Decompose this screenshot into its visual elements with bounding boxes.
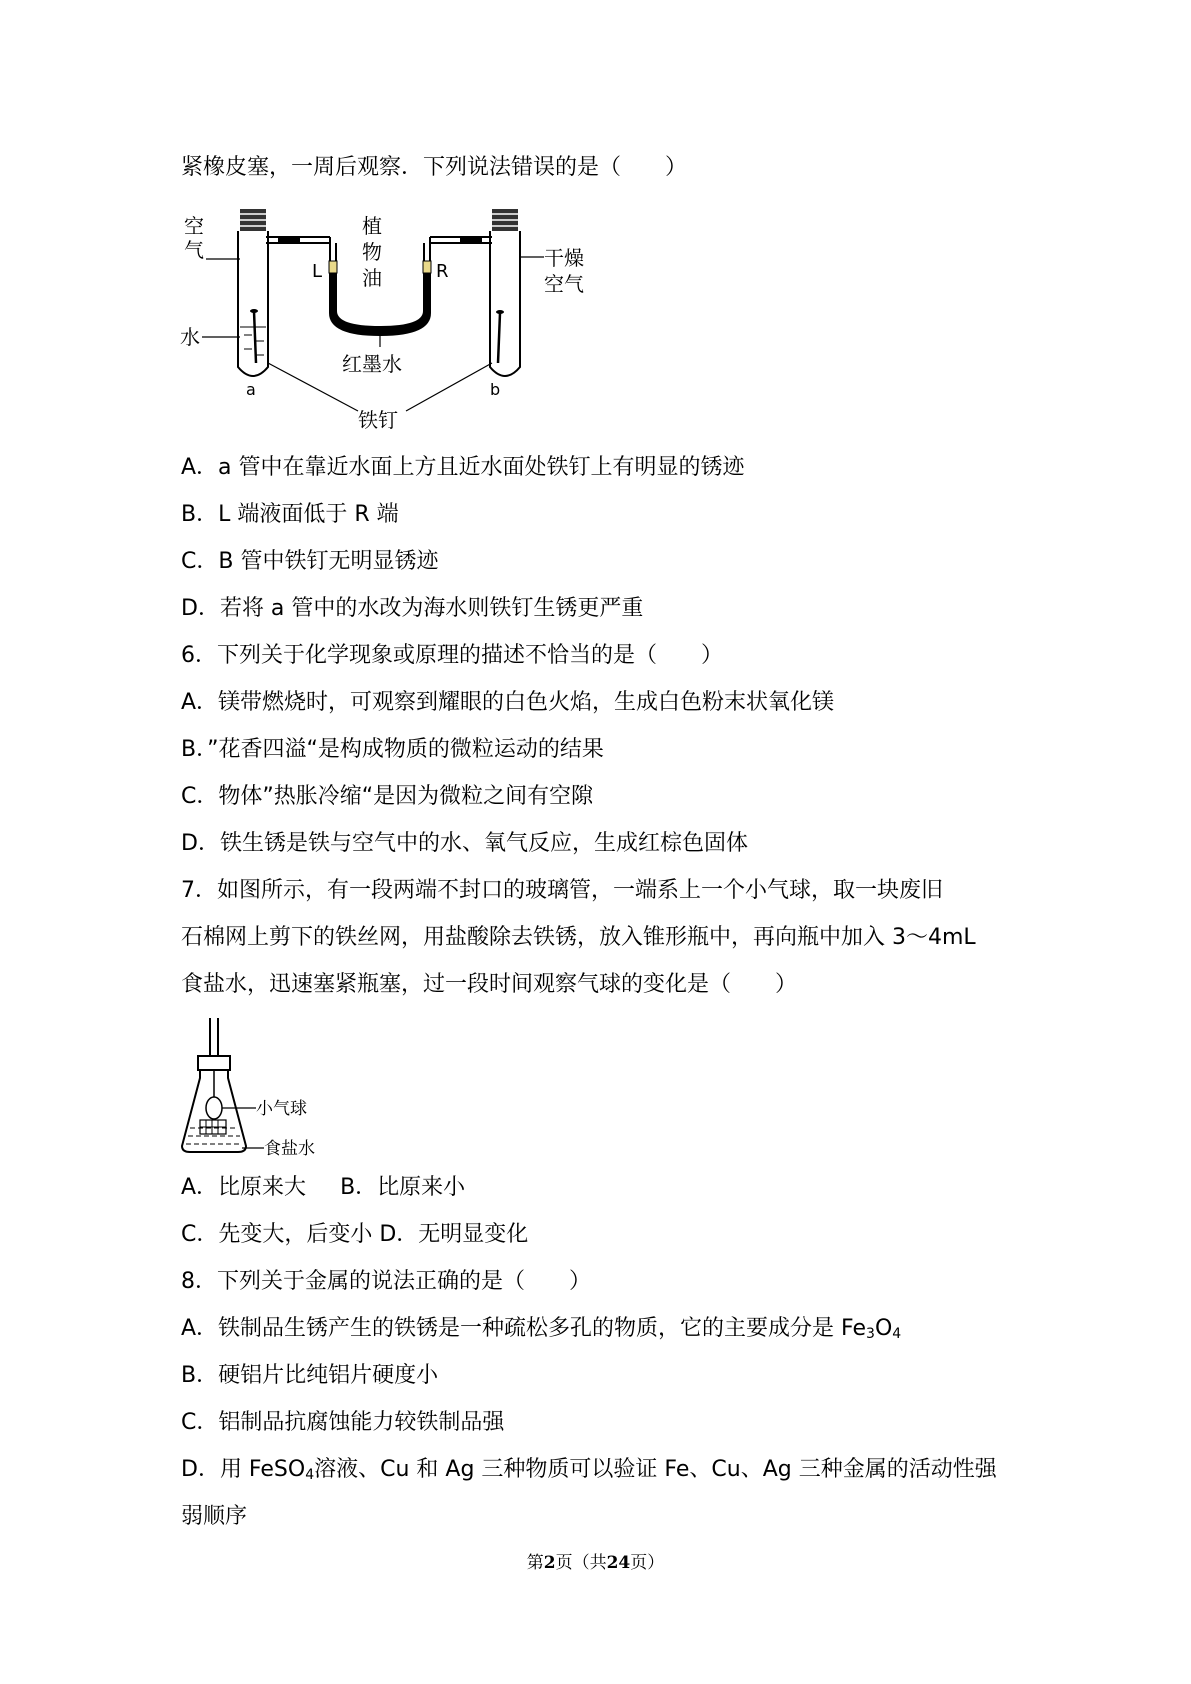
- q8-option-d-post: 溶液、Cu 和 Ag 三种物质可以验证 Fe、Cu、Ag 三种金属的活动性强: [314, 1457, 997, 1482]
- label-b: b: [490, 380, 501, 399]
- label-R: R: [436, 261, 449, 282]
- q7-options-line2: C．先变大，后变小 D．无明显变化: [181, 1222, 529, 1247]
- q5-option-a: A．a 管中在靠近水面上方且近水面处铁钉上有明显的锈迹: [181, 455, 745, 480]
- q5-option-d: D．若将 a 管中的水改为海水则铁钉生锈更严重: [181, 596, 644, 621]
- page-footer: [0, 1548, 1191, 1573]
- label-ink: 红墨水: [342, 352, 402, 376]
- label-nail: 铁钉: [358, 408, 398, 432]
- footer-mid: 页（共: [555, 1553, 607, 1573]
- label-air-1: 空: [184, 214, 204, 238]
- nail-a: [254, 311, 256, 363]
- q8-option-d-pre: D．用 FeSO: [181, 1457, 306, 1482]
- footer-suffix: 页）: [630, 1553, 665, 1573]
- q7-stem-line1: 7．如图所示，有一段两端不封口的玻璃管，一端系上一个小气球，取一块废旧: [181, 878, 943, 903]
- q5-stem-tail: 紧橡皮塞，一周后观察．下列说法错误的是（ ）: [181, 155, 688, 180]
- balloon: [206, 1097, 222, 1119]
- q8-option-a: [181, 1314, 901, 1344]
- q7-option-b: B．比原来小: [340, 1175, 466, 1200]
- q8-option-b: B．硬铝片比纯铝片硬度小: [181, 1363, 439, 1388]
- label-air-2: 气: [184, 238, 204, 262]
- q5-option-c: C．B 管中铁钉无明显锈迹: [181, 549, 439, 574]
- q7-option-a: A．比原来大: [181, 1175, 307, 1200]
- flask-stopper: [198, 1056, 230, 1070]
- q8-option-a-sub1: 3: [866, 1326, 875, 1342]
- flask-figure: [180, 1016, 360, 1166]
- test-tube-b: [490, 231, 520, 376]
- q6-option-d: D．铁生锈是铁与空气中的水、氧气反应，生成红棕色固体: [181, 831, 748, 856]
- label-dry-air-2: 空气: [544, 272, 584, 296]
- q7-stem-line2: 石棉网上剪下的铁丝网，用盐酸除去铁锈，放入锥形瓶中，再向瓶中加入 3～4mL: [181, 925, 976, 950]
- label-balloon: 小气球: [256, 1099, 307, 1119]
- test-tube-a: [238, 231, 268, 376]
- q8-option-d-sub: 4: [305, 1467, 315, 1483]
- nail-b: [498, 313, 500, 363]
- q8-option-c: C．铝制品抗腐蚀能力较铁制品强: [181, 1410, 505, 1435]
- q8-option-d-line2: 弱顺序: [181, 1504, 248, 1529]
- q8-option-a-sub2: 4: [892, 1326, 902, 1342]
- q8-stem: 8．下列关于金属的说法正确的是（ ）: [181, 1269, 591, 1294]
- q7-stem-line3: 食盐水，迅速塞紧瓶塞，过一段时间观察气球的变化是（ ）: [181, 972, 798, 997]
- oil-marker-R: [423, 261, 431, 273]
- q8-option-a-text: A．铁制品生锈产生的铁锈是一种疏松多孔的物质，它的主要成分是 Fe: [181, 1316, 867, 1341]
- label-dry-air-1: 干燥: [544, 246, 584, 270]
- label-salt-water: 食盐水: [264, 1139, 315, 1159]
- label-oil-1: 植: [362, 214, 382, 238]
- q7-options-line1: [181, 1173, 465, 1203]
- q6-option-c: C．物体”热胀冷缩“是因为微粒之间有空隙: [181, 784, 594, 809]
- label-oil-3: 油: [362, 266, 382, 290]
- q6-option-a: A．镁带燃烧时，可观察到耀眼的白色火焰，生成白色粉末状氧化镁: [181, 690, 835, 715]
- footer-prefix: 第: [526, 1553, 544, 1573]
- footer-total-pages: 24: [606, 1553, 631, 1573]
- q5-option-b: B．L 端液面低于 R 端: [181, 502, 399, 527]
- q6-stem: 6．下列关于化学现象或原理的描述不恰当的是（ ）: [181, 643, 723, 668]
- q6-option-b: B．”花香四溢“是构成物质的微粒运动的结果: [181, 737, 604, 762]
- u-tube-figure: [178, 205, 598, 435]
- footer-page-number: 2: [543, 1553, 556, 1573]
- label-oil-2: 物: [362, 240, 382, 264]
- label-a: a: [246, 380, 256, 399]
- oil-marker-L: [329, 261, 337, 273]
- label-water: 水: [180, 325, 200, 349]
- q8-option-a-mid: O: [874, 1316, 893, 1341]
- q8-option-d: [181, 1455, 997, 1485]
- label-L: L: [312, 261, 323, 282]
